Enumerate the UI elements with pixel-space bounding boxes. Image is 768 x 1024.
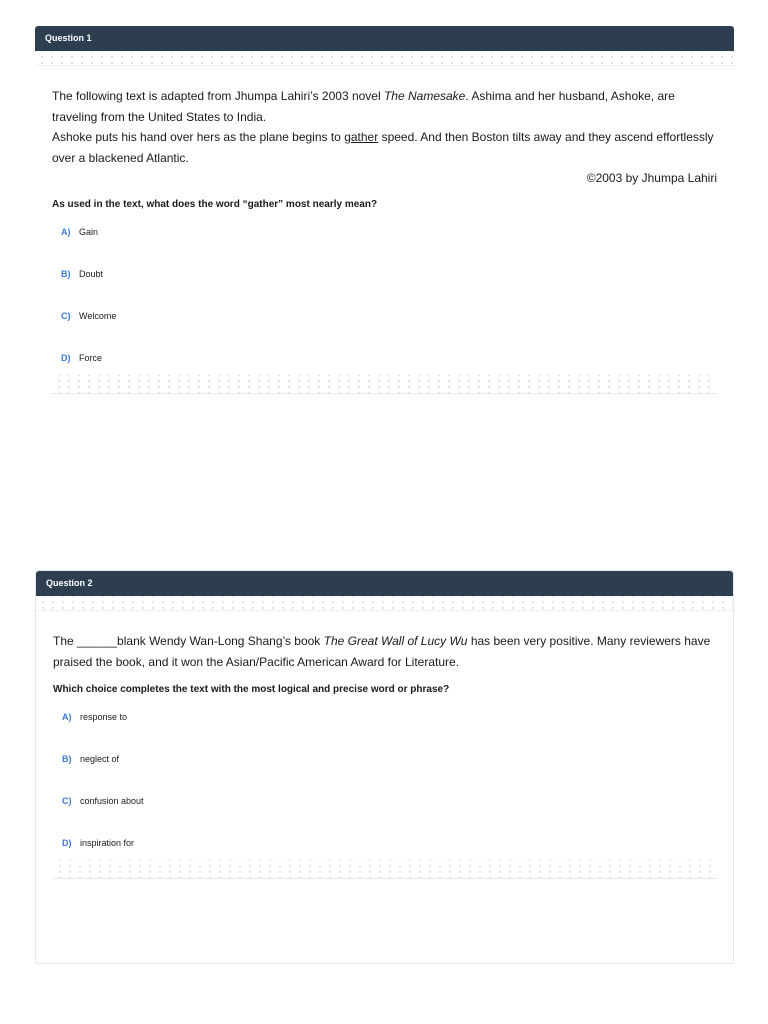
question-prompt: As used in the text, what does the word “gather” most nearly mean? [52,199,378,210]
dotted-divider [35,51,734,66]
book-title: The Great Wall of Lucy Wu [323,634,468,648]
passage [52,86,717,168]
choice-letter: D) [62,838,72,848]
choice-text: Welcome [79,311,117,321]
passage [53,631,716,672]
passage-text: has been very positive. Many reviewers have praised the book, and it won the Asian/Pacific American Award for Literature. [53,634,711,669]
choice-text: neglect of [80,754,120,764]
passage-text: Ashoke puts his hand over hers as the plane begins to [52,130,345,144]
dotted-divider [52,375,717,394]
choice-d[interactable] [52,353,717,373]
dotted-divider [53,860,716,879]
choice-a[interactable] [53,712,716,754]
choice-text: inspiration for [80,838,135,848]
passage-text: . Ashima and her husband, Ashoke, are traveling from the United States to India. [52,89,675,124]
book-title: The Namesake [383,89,466,103]
choice-b[interactable] [52,269,717,311]
passage-text: The following text is adapted from Jhumpa Lahiri’s 2003 novel [52,89,384,103]
choice-letter: B) [61,269,71,279]
choice-text: Doubt [79,269,104,279]
dotted-divider [36,596,733,611]
passage-text: speed. And then Boston tilts away and they ascend effortlessly over a blackened Atlantic. [52,130,714,165]
question-prompt: Which choice completes the text with the most logical and precise word or phrase? [53,684,450,695]
answer-choices [52,227,717,373]
choice-letter: C) [61,311,71,321]
question-card-1 [35,26,734,420]
question-header: Question 1 [35,26,734,51]
copyright-credit: ©2003 by Jhumpa Lahiri [586,171,717,185]
choice-a[interactable] [52,227,717,269]
choice-c[interactable] [53,796,716,838]
choice-c[interactable] [52,311,717,353]
answer-choices [53,712,716,858]
choice-text: Gain [79,227,99,237]
choice-d[interactable] [53,838,716,858]
choice-letter: A) [62,712,72,722]
question-card-2 [35,570,734,964]
choice-letter: D) [61,353,71,363]
question-header: Question 2 [36,571,733,596]
choice-letter: A) [61,227,71,237]
target-word: gather [344,130,379,144]
passage-text: The ______blank Wendy Wan-Long Shang’s book [53,634,324,648]
choice-b[interactable] [53,754,716,796]
choice-text: response to [80,712,128,722]
choice-letter: B) [62,754,72,764]
choice-text: confusion about [80,796,144,806]
choice-letter: C) [62,796,72,806]
choice-text: Force [79,353,103,363]
